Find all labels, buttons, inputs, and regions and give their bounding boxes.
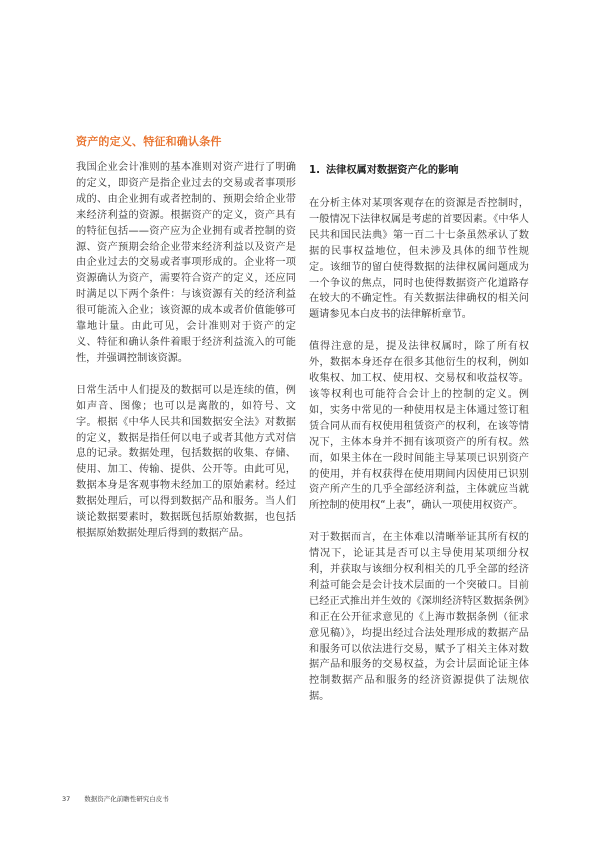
subsection-number: 1. [309, 165, 320, 176]
left-column [76, 160, 296, 558]
body-paragraph: 对于数据而言，在主体难以清晰举证其所有权的情况下，论证其是否可以主导使用某项细分权利，并获取与该细分权利相关的几乎全部的经济利益可能会是会计技术层面的一个突破口。目前已经正式推出并生效的《深圳经济特区数据条例》和正在公开征求意见的《上海市数据条例（征求意见稿）》，均提出经过合法处理形成的数据产品和服务可以依法进行交易，赋予了相关主体对数据产品和服务的交易权益，为会计层面论证主体控制数据产品和服务的经济资源提供了法规依据。 [309, 532, 529, 703]
page-footer [62, 794, 169, 803]
page-number: 37 [62, 795, 71, 803]
body-paragraph: 我国企业会计准则的基本准则对资产进行了明确的定义，即资产是指企业过去的交易或者事项形成的、由企业拥有或者控制的、预期会给企业带来经济利益的资源。根据资产的定义，资产具有的特征包括——资产应为企业拥有或者控制的资源、资产预期会给企业带来经济利益以及资产是由企业过去的交易或者事项形成的。企业将一项资源确认为资产，需要符合资产的定义，还应同时满足以下两个条件：与该资源有关的经济利益很可能流入企业；该资源的成本或者价值能够可靠地计量。由此可见，会计准则对于资产的定义、特征和确认条件着眼于经济利益流入的可能性，并强调控制该资源。 [76, 162, 296, 364]
subsection-title: 法律权属对数据资产化的影响 [325, 165, 459, 176]
body-paragraph: 在分析主体对某项客观存在的资源是否控制时，一般情况下法律权属是考虑的首要因素。《中华人民共和国民法典》第一百二十七条虽然承认了数据的民事权益地位，但未涉及具体的细节性规定。该细节的留白使得数据的法律权属问题成为一个争议的焦点，同时也使得数据资产化道路存在较大的不确定性。有关数据法律确权的相关问题请参见本白皮书的法律解析章节。 [309, 198, 529, 321]
body-paragraph: 值得注意的是，提及法律权属时，除了所有权外，数据本身还存在很多其他衍生的权利，例如收集权、加工权、使用权、交易权和收益权等。该等权利也可能符合会计上的控制的定义。例如，实务中常见的一种使用权是主体通过签订租赁合同从而有权使用租赁资产的权利，在该等情况下，主体本身并不拥有该项资产的所有权。然而，如果主体在一段时间能主导某项已识别资产的使用，并有权获得在使用期间内因使用已识别资产所产生的几乎全部经济利益，主体就应当就所控制的使用权“上表”，确认一项使用权资产。 [309, 341, 529, 512]
body-paragraph: 日常生活中人们提及的数据可以是连续的值，例如声音、图像；也可以是离散的，如符号、文字。根据《中华人民共和国数据安全法》对数据的定义，数据是指任何以电子或者其他方式对信息的记录。数据处理，包括数据的收集、存储、使用、加工、传输、提供、公开等。由此可见，数据本身是客观事物未经加工的原始素材。经过数据处理后，可以得到数据产品和服务。当人们谈论数据要素时，数据既包括原始数据，也包括根据原始数据处理后得到的数据产品。 [76, 384, 296, 539]
subsection-heading [309, 164, 529, 178]
section-title: 资产的定义、特征和确认条件 [76, 135, 222, 148]
document-title: 数据资产化前瞻性研究白皮书 [84, 795, 169, 803]
right-column [309, 160, 529, 721]
